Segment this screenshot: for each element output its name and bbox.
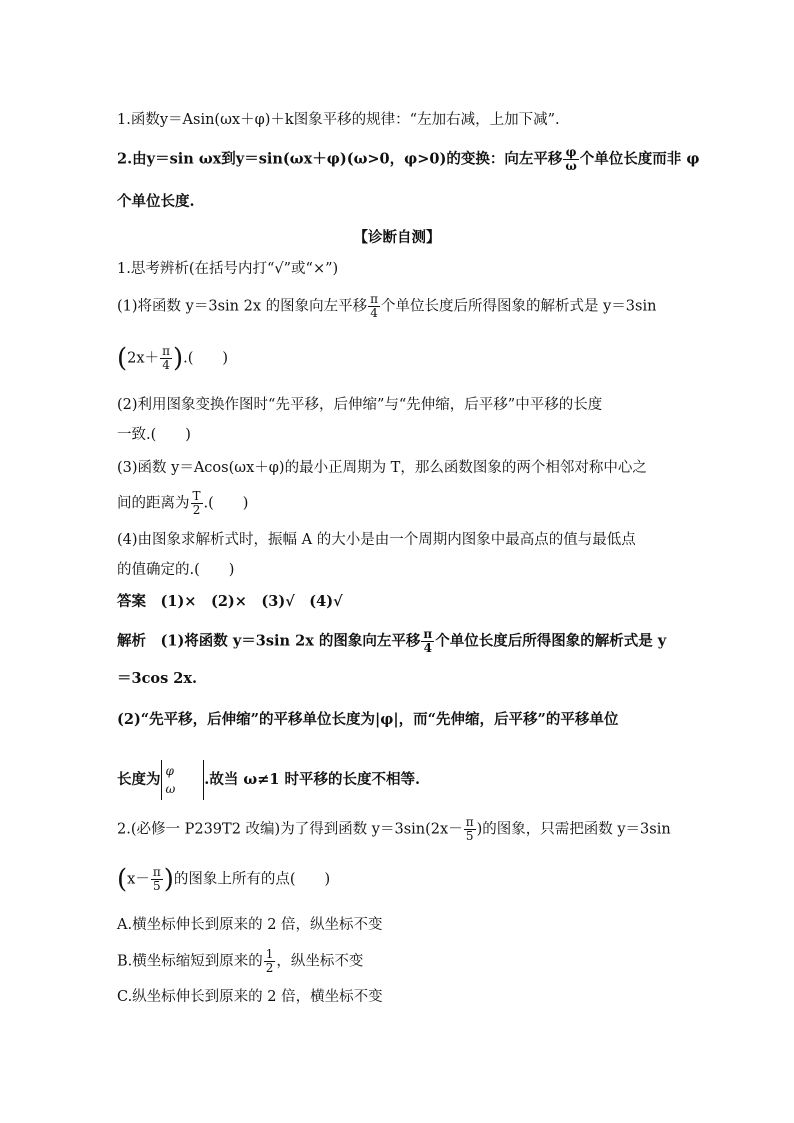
section-title: 【诊断自测】 (353, 229, 441, 246)
tip-2-text: 的变换：向左平移 (446, 150, 563, 168)
tip-2-prefix: 2.由 (117, 150, 147, 168)
paren-close: ) (163, 864, 174, 895)
q2-stem (117, 816, 671, 843)
q2-stem-fraction-den: 5 (465, 829, 474, 843)
q2-option-c: C.纵坐标伸长到原来的 2 倍，横坐标不变 (117, 989, 383, 1005)
analysis-1-text: 解析 (1)将函数 y＝3sin 2x 的图象向左平移 (117, 632, 421, 650)
q1-item-3-fraction-den: 2 (192, 503, 201, 517)
tip-2-fraction (563, 146, 578, 173)
q1-item-1-expr: 2x＋ (127, 350, 160, 367)
q1-item-1-text-2: 个单位长度后所得图象的解析式是 y＝3sin (381, 298, 657, 315)
abs-bar-left (161, 760, 162, 800)
tip-2 (117, 146, 699, 173)
q2-expr-num: π (152, 865, 161, 879)
analysis-1-line-2: ＝3cos 2x. (117, 670, 198, 687)
q1-item-1 (117, 293, 656, 320)
q1-item-3-fraction (191, 490, 203, 517)
q1-item-3: (3)函数 y＝Acos(ωx＋φ)的最小正周期为 T，那么函数图象的两个相邻对称中心之 (117, 460, 647, 476)
analysis-2-line-2 (117, 760, 420, 800)
q1-item-3-blank: .( ) (203, 495, 249, 512)
q1-stem: 1.思考辨析(在括号内打“√”或“×”) (117, 261, 339, 277)
analysis-2-text: 长度为 (117, 771, 161, 788)
analysis-2-fraction-den: ω (165, 782, 176, 796)
analysis-2-fraction-num: φ (165, 764, 174, 778)
analysis-1 (117, 628, 666, 655)
q2-stem-fraction (464, 816, 476, 843)
q2-option-b-num: 1 (265, 947, 274, 961)
q2-option-b-text: B.横坐标缩短到原来的 (117, 953, 263, 970)
tip-2-line-2: 个单位长度. (117, 193, 195, 210)
q2-option-b-fraction (264, 948, 276, 975)
q1-item-3-fraction-num: T (192, 489, 201, 503)
paren-open: ( (117, 864, 128, 895)
paren-close: ) (172, 343, 184, 374)
tip-2-text-2: 个单位长度而非 φ (579, 150, 700, 168)
analysis-1-fraction-num: π (423, 627, 433, 641)
q1-item-1-fraction-den: 4 (370, 306, 378, 320)
q2-stem-tail: 的图象上所有的点( ) (173, 871, 331, 888)
tip-1 (117, 110, 560, 130)
tip-2-mid: 到 (221, 150, 236, 168)
analysis-2-fraction (166, 762, 176, 798)
q1-item-3-text: 间的距离为 (117, 495, 190, 512)
q2-expr-den: 5 (152, 879, 161, 893)
q2-stem-line-2 (117, 866, 330, 893)
tip-1-prefix: 1.函数 (117, 112, 160, 128)
tip-2-fraction-den: ω (565, 159, 577, 173)
q2-expr: x－ (127, 871, 150, 888)
q1-item-1-expr-num: π (162, 344, 170, 358)
paren-open: ( (117, 343, 128, 374)
q1-item-1-expr-fraction (160, 345, 172, 372)
q1-item-4: (4)由图象求解析式时，振幅 A 的大小是由一个周期内图象中最高点的值与最低点 (117, 532, 636, 548)
tip-1-expression: y＝Asin(ωx＋φ)＋k (159, 112, 294, 128)
q1-item-1-expr-den: 4 (162, 358, 170, 372)
q1-item-1-fraction-num: π (370, 292, 378, 306)
q1-item-3-line-2 (117, 490, 248, 517)
q2-option-b-text-2: ，纵坐标不变 (276, 953, 364, 970)
q2-option-b-den: 2 (265, 961, 274, 975)
analysis-1-text-2: 个单位长度后所得图象的解析式是 y (435, 632, 667, 650)
q1-item-2-line-2: 一致.( ) (117, 427, 191, 443)
q2-stem-text: 2.(必修一 P239T2 改编)为了得到函数 y＝3sin(2x－ (117, 821, 463, 838)
q2-stem-fraction-num: π (465, 815, 474, 829)
analysis-1-fraction (421, 628, 434, 655)
q1-item-1-blank: .( ) (183, 350, 229, 367)
tip-2-expression-1: y＝sin ωx (146, 150, 222, 168)
tip-1-text: 图象平移的规律：“左加右减，上加下减”. (293, 112, 560, 128)
q1-item-4-line-2: 的值确定的.( ) (117, 562, 235, 578)
analysis-2-text-2: .故当 ω≠1 时平移的长度不相等. (204, 771, 421, 788)
answer-line: 答案 (1)× (2)× (3)√ (4)√ (117, 593, 343, 610)
q2-stem-text-2: )的图象，只需把函数 y＝3sin (476, 821, 671, 838)
analysis-1-fraction-den: 4 (423, 641, 432, 655)
tip-2-expression-2: y＝sin(ωx＋φ)(ω>0，φ>0) (235, 150, 447, 168)
q2-option-b (117, 948, 363, 975)
q1-item-1-line-2 (117, 345, 228, 372)
analysis-2: (2)“先平移，后伸缩”的平移单位长度为|φ|，而“先伸缩，后平移”的平移单位 (117, 711, 619, 728)
q1-item-1-fraction (368, 293, 380, 320)
q2-option-a: A.横坐标伸长到原来的 2 倍，纵坐标不变 (117, 917, 383, 933)
q1-item-1-text: (1)将函数 y＝3sin 2x 的图象向左平移 (117, 298, 368, 315)
q2-expr-fraction (151, 866, 163, 893)
q1-item-2: (2)利用图象变换作图时“先平移，后伸缩”与“先伸缩，后平移”中平移的长度 (117, 397, 603, 413)
tip-2-fraction-num: φ (563, 146, 578, 160)
